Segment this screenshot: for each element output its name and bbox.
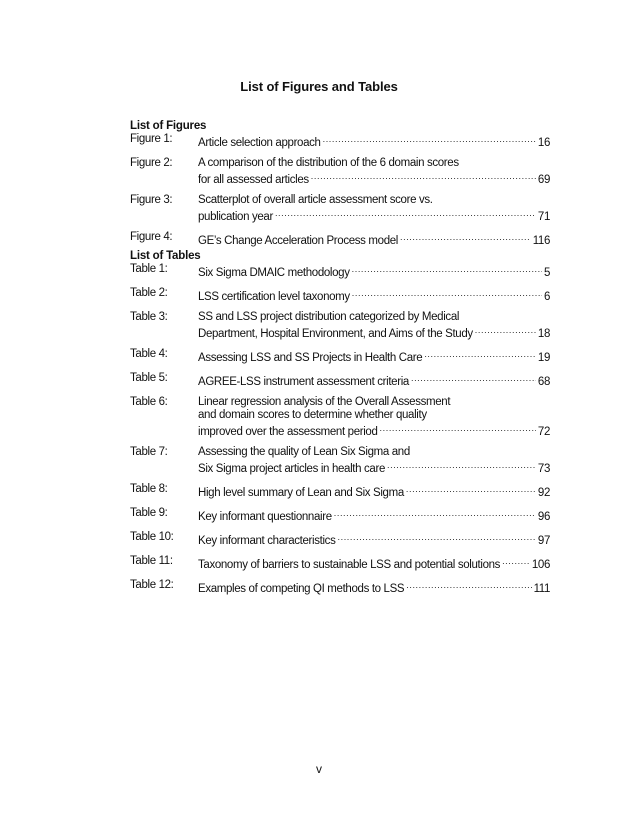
entry-title: [198, 483, 550, 500]
table-entry: [130, 263, 550, 280]
dot-leader: [311, 170, 536, 183]
entry-title-line: for all assessed articles: [198, 174, 309, 186]
entry-page-number: 69: [537, 174, 550, 186]
entry-title: [198, 311, 550, 341]
entry-title-line: and domain scores to determine whether quality: [198, 409, 427, 421]
table-entry: [130, 507, 550, 524]
entry-title: [198, 446, 550, 476]
entry-title-line: Examples of competing QI methods to LSS: [198, 583, 405, 595]
entry-label: Figure 2:: [130, 157, 173, 169]
entry-title-line: Article selection approach: [198, 137, 321, 149]
entry-title-line: Linear regression analysis of the Overall Assessment: [198, 396, 451, 408]
entry-leader-line: [198, 459, 550, 476]
page-number: v: [316, 762, 322, 776]
entry-page-number: 97: [537, 535, 550, 547]
entry-title-line: A comparison of the distribution of the 6 domain scores: [198, 157, 459, 169]
table-entry: [130, 579, 550, 596]
entry-page-number: 68: [537, 376, 550, 388]
entry-page-number: 111: [533, 583, 550, 595]
entry-title-line: Assessing the quality of Lean Six Sigma and: [198, 446, 410, 458]
entry-label: Table 12:: [130, 579, 174, 591]
entry-label: Table 11:: [130, 555, 173, 567]
entry-title-line: Six Sigma DMAIC methodology: [198, 267, 350, 279]
entry-leader-line: [198, 579, 550, 596]
dot-leader: [380, 422, 536, 435]
entry-label: Table 8:: [130, 483, 168, 495]
entry-leader-line: [198, 324, 550, 341]
entry-title-line: Department, Hospital Environment, and Aims of the Study: [198, 328, 473, 340]
entry-leader-line: [198, 170, 550, 187]
list-of-tables: [130, 250, 550, 603]
figure-entry: [130, 231, 550, 248]
entry-leader-line: [198, 531, 550, 548]
figure-entry: [130, 133, 550, 150]
entry-page-number: 72: [537, 426, 550, 438]
entry-page-number: 96: [537, 511, 550, 523]
dot-leader: [334, 507, 536, 520]
dot-leader: [323, 133, 536, 146]
entry-label: Figure 3:: [130, 194, 173, 206]
dot-leader: [411, 372, 536, 385]
entry-title-line: publication year: [198, 211, 273, 223]
entry-title: [198, 348, 550, 365]
dot-leader: [275, 207, 536, 220]
entry-title-line: improved over the assessment period: [198, 426, 378, 438]
entry-leader-line: [198, 483, 550, 500]
entry-leader-line: [198, 207, 550, 224]
entry-title-line: High level summary of Lean and Six Sigma: [198, 487, 404, 499]
entry-label: Table 5:: [130, 372, 168, 384]
entry-title-line: LSS certification level taxonomy: [198, 291, 350, 303]
entry-title-line: AGREE-LSS instrument assessment criteria: [198, 376, 409, 388]
list-of-figures: [130, 120, 550, 255]
entry-leader-line: [198, 231, 550, 248]
dot-leader: [424, 348, 536, 361]
dot-leader: [406, 483, 536, 496]
entry-leader-line: [198, 133, 550, 150]
entry-page-number: 5: [543, 267, 550, 279]
entry-leader-line: [198, 422, 550, 439]
entry-label: Table 7:: [130, 446, 168, 458]
entry-leader-line: [198, 372, 550, 389]
entry-title-line: Assessing LSS and SS Projects in Health Care: [198, 352, 423, 364]
figures-list: [130, 133, 550, 248]
entry-title: [198, 287, 550, 304]
tables-heading: List of Tables: [130, 250, 201, 262]
dot-leader: [400, 231, 531, 244]
dot-leader: [502, 555, 530, 568]
entry-page-number: 92: [537, 487, 550, 499]
entry-title-line: Key informant questionnaire: [198, 511, 332, 523]
dot-leader: [406, 579, 531, 592]
entry-page-number: 19: [537, 352, 550, 364]
entry-label: Table 2:: [130, 287, 168, 299]
entry-page-number: 116: [532, 235, 550, 247]
entry-page-number: 73: [537, 463, 550, 475]
figures-heading: List of Figures: [130, 120, 207, 132]
entry-page-number: 106: [531, 559, 550, 571]
table-entry: [130, 446, 550, 476]
entry-label: Figure 4:: [130, 231, 173, 243]
entry-page-number: 6: [543, 291, 550, 303]
entry-label: Figure 1:: [130, 133, 173, 145]
entry-label: Table 1:: [130, 263, 168, 275]
entry-page-number: 71: [537, 211, 550, 223]
entry-title: [198, 507, 550, 524]
table-entry: [130, 396, 550, 439]
entry-title: [198, 263, 550, 280]
table-entry: [130, 372, 550, 389]
dot-leader: [352, 263, 542, 276]
dot-leader: [352, 287, 542, 300]
entry-title-line: Taxonomy of barriers to sustainable LSS and potential solutions: [198, 559, 501, 571]
entry-leader-line: [198, 555, 550, 572]
entry-title-line: Six Sigma project articles in health care: [198, 463, 385, 475]
entry-label: Table 10:: [130, 531, 174, 543]
figure-entry: [130, 157, 550, 187]
dot-leader: [387, 459, 536, 472]
entry-title: [198, 157, 550, 187]
table-entry: [130, 555, 550, 572]
entry-page-number: 16: [537, 137, 550, 149]
table-entry: [130, 483, 550, 500]
entry-leader-line: [198, 348, 550, 365]
table-entry: [130, 348, 550, 365]
figure-entry: [130, 194, 550, 224]
entry-title: [198, 372, 550, 389]
entry-title: [198, 555, 550, 572]
entry-title-line: SS and LSS project distribution categorized by Medical: [198, 311, 460, 323]
entry-title-line: GE’s Change Acceleration Process model: [198, 235, 398, 247]
entry-title: [198, 231, 550, 248]
entry-label: Table 4:: [130, 348, 168, 360]
table-entry: [130, 287, 550, 304]
dot-leader: [475, 324, 536, 337]
entry-title: [198, 579, 550, 596]
table-entry: [130, 531, 550, 548]
entry-title: [198, 194, 550, 224]
entry-leader-line: [198, 507, 550, 524]
entry-title-line: Key informant characteristics: [198, 535, 336, 547]
tables-list: [130, 263, 550, 596]
entry-title: [198, 396, 550, 439]
entry-title-line: Scatterplot of overall article assessment score vs.: [198, 194, 433, 206]
table-entry: [130, 311, 550, 341]
page-title: List of Figures and Tables: [240, 79, 398, 94]
entry-label: Table 3:: [130, 311, 168, 323]
entry-label: Table 9:: [130, 507, 168, 519]
dot-leader: [338, 531, 536, 544]
entry-leader-line: [198, 263, 550, 280]
entry-label: Table 6:: [130, 396, 168, 408]
entry-title: [198, 531, 550, 548]
entry-page-number: 18: [537, 328, 550, 340]
entry-leader-line: [198, 287, 550, 304]
entry-title: [198, 133, 550, 150]
